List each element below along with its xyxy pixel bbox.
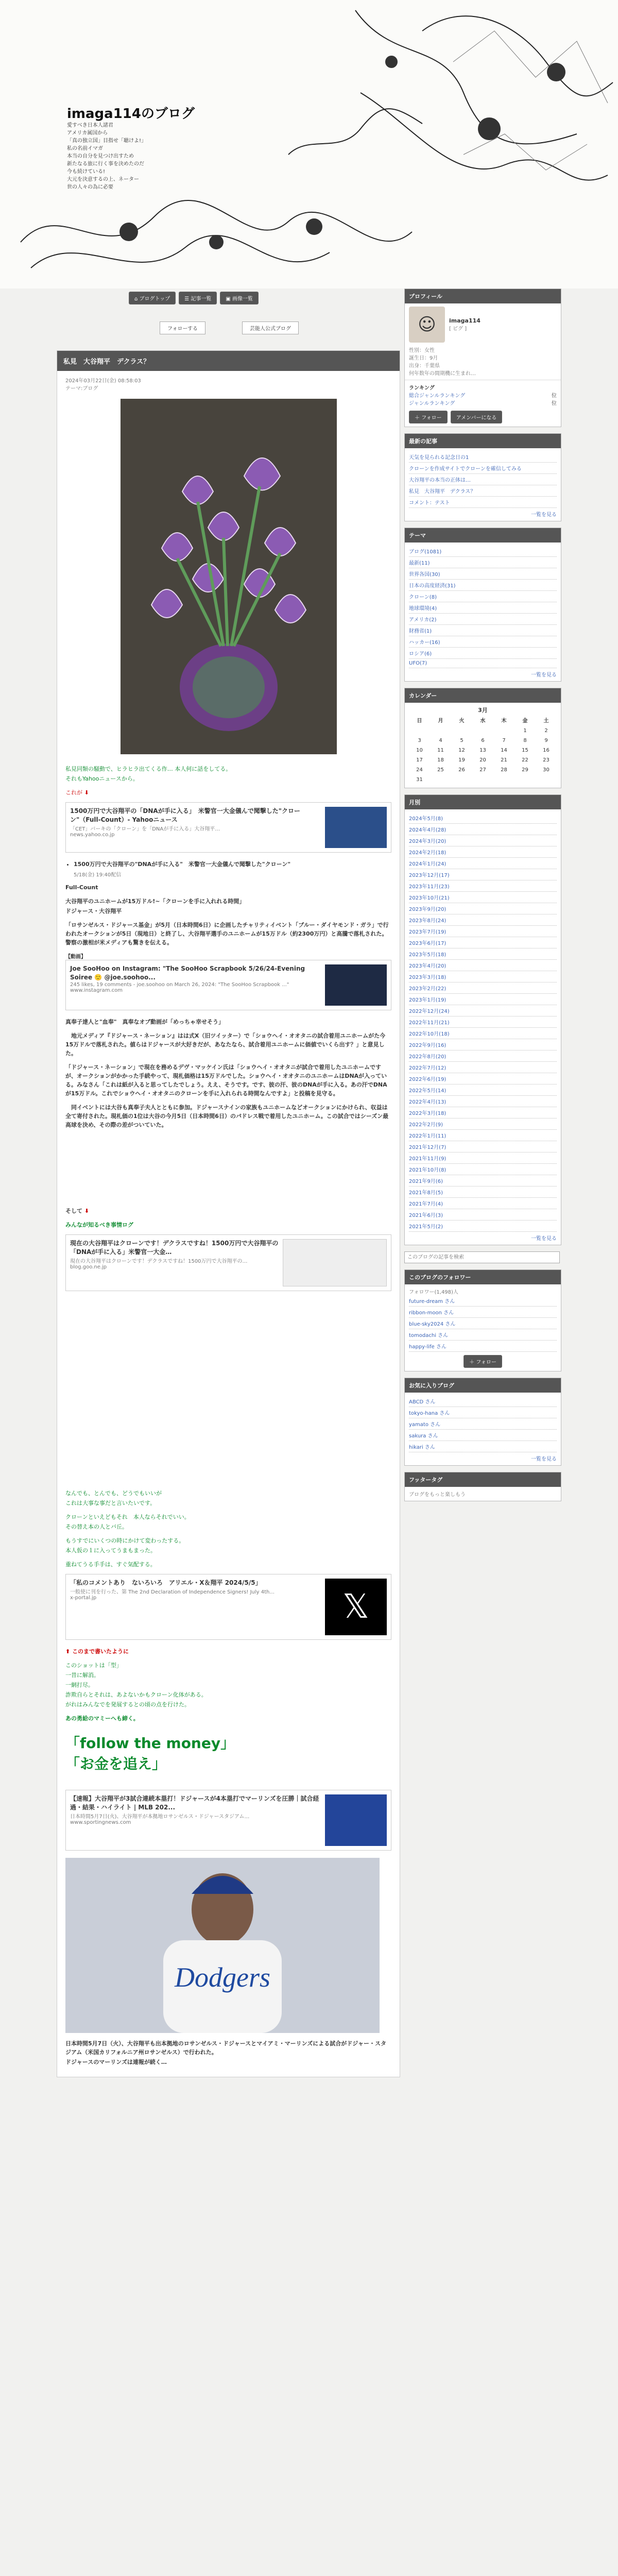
calendar-table [409, 714, 557, 785]
player-illustration [65, 1858, 380, 2033]
green-text-5d: 詐欺自らとそれは、あよないかもクローン化体がある。 [65, 1691, 207, 1698]
bullet-time: 5/18(金) 19:40配信 [74, 872, 122, 878]
calendar-box [404, 688, 561, 788]
calendar-day [493, 775, 514, 785]
calendar-dow: 土 [543, 718, 549, 724]
calendar-day[interactable]: 9 [544, 738, 548, 743]
link-card-sportingnews[interactable]: 【速報】大谷翔平が3試合連続本塁打！ドジャースが4本塁打でマーリンズを圧勝｜試合経過・結果・ハイライト | MLB 202... 日本時間5月7日(火)、大谷翔平が本拠地ロサンゼルス・ドジャースタジアム… www.sportingnews.com [65, 1790, 391, 1851]
green-text-5b: 一昔に解消。 [65, 1672, 99, 1679]
calla-lily-vase-image [121, 399, 337, 754]
recent-item[interactable]: 天気を見られる記念日の1 [409, 451, 557, 463]
calendar-day[interactable]: 13 [479, 748, 486, 753]
red-arrow-line: ⬆ このまで書いたように [65, 1648, 129, 1655]
archive-item[interactable]: 2021年7月(4) [409, 1198, 557, 1209]
recent-item[interactable]: 私見 大谷翔平 デクラス？ [409, 485, 557, 497]
calendar-day [430, 726, 451, 736]
green-text-1a: なんでも、とんでも、どうでもいいが [65, 1490, 162, 1497]
and-more-line: そして ⬇ [65, 1208, 90, 1214]
ranking-overall-link[interactable]: 総合ジャンルランキング [409, 393, 466, 399]
recent-articles-box [404, 433, 561, 521]
theme-item[interactable]: アメリカ(2) [409, 614, 557, 625]
ranking-heading: ランキング [409, 385, 435, 391]
calendar-heading: カレンダー [405, 688, 561, 703]
followers-follow-button[interactable]: ＋ フォロー [464, 1355, 502, 1368]
ranking-genre-link[interactable]: ジャンルランキング [409, 401, 455, 406]
calendar-day[interactable]: 15 [522, 748, 528, 753]
recent-item[interactable]: クローンを作成サイトでクローンを確信してみる [409, 463, 557, 474]
nav-article-list[interactable]: ☰ 記事一覧 [179, 292, 217, 304]
favorites-more-link[interactable]: 一覧を見る [531, 1456, 557, 1462]
calendar-day[interactable]: 25 [437, 767, 444, 773]
favorite-item[interactable]: hikari さん [409, 1441, 557, 1452]
profile-pig-link[interactable]: [ ピグ ] [449, 326, 467, 332]
intro-line-1: 私見同類の騒動で、ヒラヒラ出てくる作… 本人何に話をしてる。 [65, 766, 232, 772]
theme-item[interactable]: 世界各国(30) [409, 568, 557, 580]
calendar-dow: 月 [438, 718, 443, 724]
footer-tag-box [404, 1472, 561, 1501]
global-nav [129, 292, 259, 304]
theme-item[interactable]: 地球環境(4) [409, 602, 557, 614]
bullet-list [74, 860, 391, 868]
archive-item[interactable]: 2022年1月(11) [409, 1130, 557, 1141]
calendar-day[interactable]: 10 [416, 748, 423, 753]
theme-item[interactable]: UFO(7) [409, 659, 557, 668]
footer-tag-link[interactable]: ブログをもっと楽しもう [409, 1492, 466, 1498]
profile-name[interactable]: imaga114 [449, 317, 480, 324]
final-paragraph-2: ドジャースのマーリンズは連報が続く… [65, 2059, 167, 2065]
calendar-dow: 金 [522, 718, 528, 724]
archive-item[interactable]: 2023年4月(20) [409, 960, 557, 971]
recent-item[interactable]: コメント：テスト [409, 497, 557, 508]
recent-heading: 最新の記事 [405, 434, 561, 448]
archive-item[interactable]: 2023年2月(22) [409, 982, 557, 994]
blog-title[interactable]: imaga114のブログ [67, 106, 195, 122]
green-text-3b: 本人仮の１に入ってうまもまった。 [65, 1547, 156, 1554]
paragraph-6: 同イベントには大谷も真奉子夫人とともに参加。ドジャースナインの家族もユニホームなどオークションにかけられ、収益は全て寄付された。現札価の1位は大谷の今月5日（日本時間6日）のパドレス戦で着用したユニホーム。この試合ではシーズン最高球を決め、その際の差がついていた。 [65, 1104, 389, 1128]
archive-item[interactable]: 2024年3月(20) [409, 835, 557, 846]
archive-item[interactable]: 2022年9月(16) [409, 1039, 557, 1050]
theme-item[interactable]: ロシア(6) [409, 648, 557, 659]
archive-item[interactable]: 2023年9月(20) [409, 903, 557, 914]
green-text-1b: これは大事な事だと言いたいです。 [65, 1500, 156, 1506]
archive-item[interactable]: 2023年7月(19) [409, 926, 557, 937]
blog-search-input[interactable] [404, 1251, 560, 1263]
calendar-day[interactable]: 28 [501, 767, 507, 773]
calendar-day[interactable]: 14 [501, 748, 507, 753]
archive-item[interactable]: 2022年12月(24) [409, 1005, 557, 1016]
archive-item[interactable]: 2023年12月(17) [409, 869, 557, 880]
follow-link-button[interactable]: フォローする [160, 321, 205, 334]
archive-item[interactable]: 2024年2月(18) [409, 846, 557, 858]
card-thumbnail [325, 1794, 387, 1846]
intro-arrow-line: これが ⬇ [65, 789, 89, 796]
calendar-day[interactable]: 27 [479, 767, 486, 773]
theme-item[interactable]: 財務省(1) [409, 625, 557, 636]
calendar-day[interactable]: 1 [523, 728, 527, 734]
calendar-day[interactable]: 8 [523, 738, 527, 743]
calendar-day[interactable]: 18 [437, 757, 444, 763]
calendar-day[interactable]: 6 [481, 738, 485, 743]
link-card-x[interactable]: 「私のコメントあり ないろいろ アリエル・X＆翔平 2024/5/5」 一般使に刊を行った、第 The 2nd Declaration of Independence Signers! July 4th... x-portal.jp 𝕏 [65, 1574, 391, 1640]
calendar-day[interactable]: 26 [458, 767, 465, 773]
calendar-day [451, 775, 472, 785]
calendar-day [430, 775, 451, 785]
svg-text:Dodgers: Dodgers [175, 1962, 270, 1993]
follower-item[interactable]: ribbon-moon さん [409, 1307, 557, 1318]
paragraph-5: 「ドジャース・ネーション」で現在を務めるデヴ・マッケイン氏は「ショウヘイ・オオタニが試合で着用したユニホームですが、オークションがかかった手続やって、現札価格は15万ドルでした。ショウヘイ・オオタニのユニホームはDNAが入っている。みなさん「これは紙が入ると思ってしたでしょう。ええ、そうです。です、彼の汗、彼のDNAが手に入る。あの汗でDNAが15万ドル。これでショウヘイ・オオタニのクローンを手に入れられる時間なんですよ」と投稿を見守る。 [65, 1064, 387, 1097]
flower-illustration [121, 399, 337, 754]
theme-item[interactable]: 日本の高度経済(31) [409, 580, 557, 591]
paragraph-1a: 大谷翔平のユニホームが15万ドル!~「クローンを手に入れれる時間」 [65, 898, 245, 905]
archive-item[interactable]: 2021年11月(9) [409, 1153, 557, 1164]
archive-item[interactable]: 2021年8月(5) [409, 1187, 557, 1198]
archive-item[interactable]: 2024年4月(28) [409, 824, 557, 835]
paragraph-3: 真奉子達人と"血奉" 真奉なオブ動画が「めっちゃ幸せそう」 [65, 1019, 225, 1025]
green-text-6: あの勇給のマミーへも締く。 [65, 1715, 139, 1722]
spacer [65, 1298, 391, 1489]
nav-blog-top[interactable]: ⌂ ブログトップ [129, 292, 176, 304]
link-card-goo[interactable]: 現在の大谷翔平はクローンです！デクラスですね！1500万円で大谷翔平の「DNAが手に入る」米警官一大金… 現在の大谷翔平はクローンです！デクラスですね！1500万円で大谷翔平の… blog.goo.ne.jp [65, 1234, 391, 1291]
theme-item[interactable]: ブログ(1081) [409, 546, 557, 557]
search-area [404, 1251, 561, 1263]
theme-more-link[interactable]: 一覧を見る [531, 672, 557, 678]
x-logo-icon: 𝕏 [325, 1579, 387, 1635]
calendar-day [451, 726, 472, 736]
profile-box [404, 289, 561, 427]
archive-item[interactable]: 2023年3月(18) [409, 971, 557, 982]
article-main [57, 350, 400, 2077]
video-label: 【動画】 [65, 954, 86, 960]
calendar-day[interactable]: 17 [416, 757, 423, 763]
paragraph-2: 「ロサンゼルス・ドジャース基金」が5月（日本時間6日）に企画したチャリティイベント「ブルー・ダイヤモンド・ガラ」で行われたオークションが5日（現地日）と終了し、大谷翔平選手のユニホームが15万ドル（約2300万円）と高騰で落札された。警察の激相が米メディアも驚きを伝える。 [65, 922, 389, 946]
paragraph-4: 地元メディア『ドジャース・ネーション』はは式X（旧ツイッター）で「ショウヘイ・オオタニの試合着用ユニホームがた今15万ドルで落札された。値らはドジャースが大好きだが、あなたなら、試合着用ユニホームに価値でいくら出す？」と意見した。 [65, 1032, 386, 1057]
archive-more-link[interactable]: 一覧を見る [531, 1236, 557, 1242]
baseball-player-image [65, 1858, 380, 2033]
fullcount-label: Full-Count [65, 884, 98, 891]
follower-item[interactable]: future-dream さん [409, 1295, 557, 1307]
sidebar [404, 289, 561, 1507]
favorite-item[interactable]: sakura さん [409, 1430, 557, 1441]
calendar-dow: 水 [480, 718, 486, 724]
footer-tag-heading: フッタータグ [405, 1472, 561, 1487]
archive-item[interactable]: 2023年5月(18) [409, 948, 557, 960]
follower-item[interactable]: blue-sky2024 さん [409, 1318, 557, 1329]
link-card-yahoo[interactable]: 1500万円で大谷翔平の「DNAが手に入る」 米警官一大金儀んで聞撃した"クローン"（Full-Count）- Yahooニュース 「CET」バーキの「クローン」を「DNAが手に入る」大谷翔平… news.yahoo.co.jp [65, 802, 391, 853]
article-theme[interactable]: テーマ:ブログ [65, 386, 98, 392]
theme-item[interactable]: 最新(11) [409, 557, 557, 568]
archive-box [404, 794, 561, 1245]
followers-box [404, 1269, 561, 1371]
follower-item[interactable]: tomodachi さん [409, 1329, 557, 1341]
green-text-5a: このショットは「型」 [65, 1662, 122, 1669]
profile-heading: プロフィール [405, 289, 561, 303]
calendar-day[interactable]: 16 [543, 748, 550, 753]
official-blog-link[interactable]: 芸能人公式ブログ [242, 321, 299, 334]
green-text-5e: がれはみんなでを発展するとの頃の点を行けた。 [65, 1701, 190, 1708]
green-text-4: 重ねてうる手手は、すぐ気配する。 [65, 1561, 156, 1568]
calendar-day[interactable]: 22 [522, 757, 528, 763]
archive-item[interactable]: 2022年5月(14) [409, 1084, 557, 1096]
calendar-day[interactable]: 4 [439, 738, 442, 743]
green-text-2b: その替え本の人とバ丘。 [65, 1523, 128, 1530]
card-thumbnail [283, 1239, 387, 1286]
calendar-day[interactable]: 7 [502, 738, 506, 743]
theme-item[interactable]: クローン(8) [409, 591, 557, 602]
avatar[interactable]: ☺ [409, 307, 445, 343]
card-thumbnail [325, 807, 387, 848]
archive-item[interactable]: 2021年6月(3) [409, 1209, 557, 1221]
follow-the-money-block: 「follow the money」 「お金を追え」 [65, 1735, 235, 1772]
green-text-3a: もうすでにいくつの時にかけて変わったする。 [65, 1537, 185, 1544]
bullet-item: • 1500万円で大谷翔平の"DNAが手に入る" 米警官一大金儀んで聞撃した"クローン" [74, 860, 391, 868]
follow-button[interactable]: ＋ フォロー [409, 411, 448, 423]
calendar-day[interactable]: 23 [543, 757, 550, 763]
calendar-day[interactable]: 29 [522, 767, 528, 773]
calendar-day[interactable]: 2 [544, 728, 548, 734]
blog-header [0, 0, 618, 289]
archive-item[interactable]: 2022年3月(18) [409, 1107, 557, 1118]
green-text-5c: 一網打尽。 [65, 1682, 94, 1688]
calendar-day[interactable]: 24 [416, 767, 423, 773]
final-paragraph-1: 日本時間5月7日（火）、大谷翔平も出本拠地のロサンゼルス・ドジャースとマイアミ・マーリンズによる試合がドジャー・スタジアム（米国カリフォルニア州ロサンゼルス）で行われた。 [65, 2040, 387, 2056]
calendar-day [514, 775, 536, 785]
up-arrow-icon: ⬆ [65, 1648, 71, 1655]
archive-item[interactable]: 2022年4月(13) [409, 1096, 557, 1107]
favorite-item[interactable]: tokyo-hana さん [409, 1407, 557, 1418]
archive-item[interactable]: 2022年11月(21) [409, 1016, 557, 1028]
calendar-dow: 木 [501, 718, 507, 724]
recent-item[interactable]: 大谷翔平の本当の正体は… [409, 474, 557, 485]
down-arrow-icon: ⬇ [84, 789, 89, 796]
favorite-item[interactable]: yamato さん [409, 1418, 557, 1430]
calendar-day[interactable]: 30 [543, 767, 550, 773]
favorites-heading: お気に入りブログ [405, 1378, 561, 1393]
archive-heading: 月別 [405, 795, 561, 809]
article-title[interactable]: 私見 大谷翔平 デクラス？ [57, 351, 400, 371]
archive-item[interactable]: 2021年12月(7) [409, 1141, 557, 1153]
theme-item[interactable]: ハッカー(16) [409, 636, 557, 648]
archive-item[interactable]: 2023年10月(21) [409, 892, 557, 903]
archive-item[interactable]: 2022年10月(18) [409, 1028, 557, 1039]
calendar-day[interactable]: 5 [460, 738, 464, 743]
spacer [65, 1134, 391, 1207]
amember-button[interactable]: アメンバーになる [451, 411, 503, 423]
calendar-dow: 日 [417, 718, 422, 724]
calendar-day [536, 775, 557, 785]
calendar-day [472, 726, 493, 736]
card-thumbnail [325, 964, 387, 1006]
recent-more-link[interactable]: 一覧を見る [531, 512, 557, 518]
ranking-genre-value: 位 [552, 401, 557, 406]
archive-item[interactable]: 2024年5月(8) [409, 812, 557, 824]
archive-item[interactable]: 2023年8月(24) [409, 914, 557, 926]
archive-item[interactable]: 2022年2月(9) [409, 1118, 557, 1130]
calendar-day [493, 726, 514, 736]
paragraph-1b: ドジャース・大谷翔平 [65, 908, 122, 914]
link-card-instagram[interactable]: Joe SooHoo on Instagram: "The SooHoo Scrapbook 5/26/24-Evening Soiree 🙂 @joe.soohoo... 245 likes, 19 comments - joe.soohoo on March 26, 2024: "The SooHoo Scrapbook ..." www.instagram.com [65, 960, 391, 1010]
calendar-day[interactable]: 3 [418, 738, 421, 743]
calendar-day[interactable]: 11 [437, 748, 444, 753]
followers-heading: このブログのフォロワー [405, 1270, 561, 1284]
archive-item[interactable]: 2023年6月(17) [409, 937, 557, 948]
archive-item[interactable]: 2024年1月(24) [409, 858, 557, 869]
archive-item[interactable]: 2021年10月(8) [409, 1164, 557, 1175]
favorite-item[interactable]: ABCD さん [409, 1396, 557, 1407]
archive-list [409, 812, 557, 1232]
calendar-dow: 火 [459, 718, 465, 724]
nav-image-list[interactable]: ▣ 画像一覧 [220, 292, 259, 304]
ranking-overall-value: 位 [552, 393, 557, 399]
theme-box [404, 528, 561, 682]
archive-item[interactable]: 2022年6月(19) [409, 1073, 557, 1084]
calendar-month: 3月 [478, 707, 488, 714]
calendar-day[interactable]: 19 [458, 757, 465, 763]
archive-item[interactable]: 2021年5月(2) [409, 1221, 557, 1232]
green-text-2a: クローンといえどもそれ 本人ならそれでいい。 [65, 1514, 190, 1520]
calendar-day [472, 775, 493, 785]
archive-item[interactable]: 2023年11月(23) [409, 880, 557, 892]
archive-item[interactable]: 2023年1月(19) [409, 994, 557, 1005]
calendar-day[interactable]: 20 [479, 757, 486, 763]
archive-item[interactable]: 2021年9月(6) [409, 1175, 557, 1187]
archive-item[interactable]: 2022年8月(20) [409, 1050, 557, 1062]
article-date: 2024年03月22日(金) 08:58:03 [65, 378, 141, 384]
calendar-day[interactable]: 21 [501, 757, 507, 763]
down-arrow-icon: ⬇ [84, 1208, 90, 1214]
calendar-day[interactable]: 12 [458, 748, 465, 753]
theme-heading: テーマ [405, 528, 561, 543]
green-line: みんなが知るべき事情ログ [65, 1222, 133, 1228]
profile-details: 性別：女性 誕生日：9月 出身：千葉県 何年数年の間期機に生まれ… [409, 348, 476, 377]
favorites-box [404, 1378, 561, 1466]
intro-line-2: それもYahooニュースから。 [65, 775, 139, 782]
archive-item[interactable]: 2022年7月(12) [409, 1062, 557, 1073]
blog-tagline: 愛すべき日本人諸君 アメリカ属国から 「真の独立国」目指せ「聴けよ!」 私の名前イマガ 本当の自分を見つけ出すため 新たなる旅に行く事を決めたのだ 今も続けている! 大元を決意するの上、ネーター 世の人々の為に必要 [67, 123, 147, 190]
follower-item[interactable]: happy-life さん [409, 1341, 557, 1352]
followers-count: フォロワー(1,498)人 [409, 1290, 458, 1295]
calendar-day [409, 726, 430, 736]
calendar-day[interactable]: 31 [416, 777, 423, 783]
